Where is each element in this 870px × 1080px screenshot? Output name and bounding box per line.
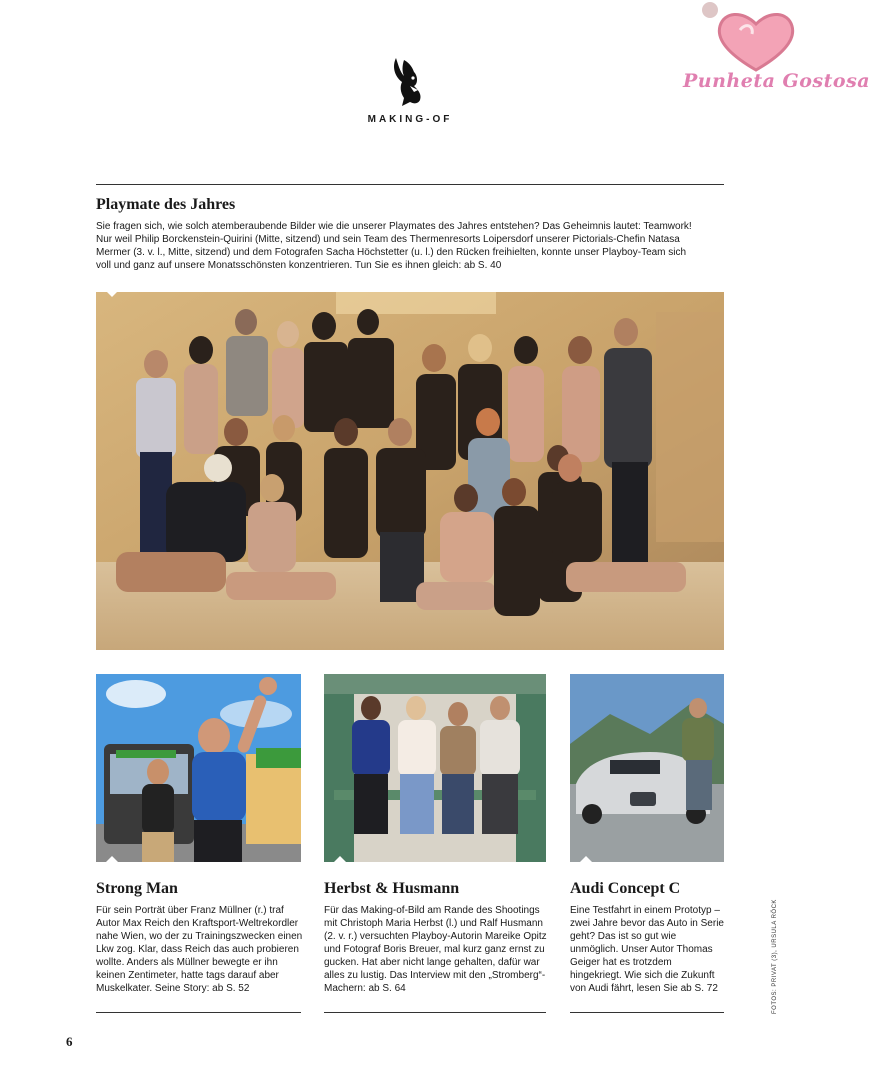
column-rule xyxy=(570,1012,724,1013)
herbst-husmann-title: Herbst & Husmann xyxy=(324,880,460,897)
group-photo xyxy=(96,292,724,650)
photo-notch xyxy=(106,291,118,297)
strongman-photo xyxy=(96,674,301,862)
photo-notch xyxy=(106,856,118,862)
strongman-title: Strong Man xyxy=(96,880,178,897)
photo-notch xyxy=(580,856,592,862)
photo-notch xyxy=(334,856,346,862)
strongman-text: Für sein Porträt über Franz Müllner (r.) traf Autor Max Reich den Kraftsport-Weltrekordler nahe Wien, wo der zu Trainingszwecken einen Lkw zog. Klar, dass Reich das auch probieren wollte. Anders als Müllner bewegte er ihn keinen Zentimeter, hatte tags darauf aber Muskelkater. Seine Story: ab S. 52 xyxy=(96,905,303,994)
audi-text: Eine Testfahrt in einem Prototyp – zwei Jahre bevor das Auto in Serie geht? Das ist so gut wie unmöglich. Unser Autor Thomas Geiger hat es trotzdem hingekriegt. Wie sich die Zukunft von Audi fährt, lesen Sie ab S. 72 xyxy=(570,905,724,994)
column-rule xyxy=(324,1012,546,1013)
photo-credit: FOTOS: PRIVAT (3), URSULA RÖCK xyxy=(772,899,778,1014)
top-rule xyxy=(96,184,724,185)
herbst-husmann-text: Für das Making-of-Bild am Rande des Shootings mit Christoph Maria Herbst (l.) und Ralf Husmann (2. v. r.) versuchten Playboy-Autorin Mareike Opitz und Fotograf Boris Breuer, mal kurz ganz ernst zu gucken. Hat aber nicht lange gehalten, dafür war alles zu lustig. Das Interview mit den „Stromberg“-Machern: ab S. 64 xyxy=(324,905,547,994)
audi-photo xyxy=(570,674,724,862)
column-rule xyxy=(96,1012,301,1013)
feature-text: Sie fragen sich, wie solch atemberaubende Bilder wie die unserer Playmates des Jahres entstehen? Das Geheimnis lautet: Teamwork! Nur weil Philip Borckenstein-Quirini (Mitte, sitzend) und sein Team des Thermenresorts Loipersdorf unserer Pictorials-Chefin Natasa Mermer (3. v. l., Mitte, sitzend) und dem Fotografen Sacha Höchstetter (u. l.) den Rücken freihielten, konnte unser Playboy-Team sich voll und ganz auf unsere Monatsschönsten konzentrieren. Tun Sie es ihnen gleich: ab S. 40 xyxy=(96,221,692,271)
herbst-husmann-photo xyxy=(324,674,546,862)
watermark-text: Punheta Gostosa xyxy=(683,70,870,92)
audi-title: Audi Concept C xyxy=(570,880,681,897)
feature-title: Playmate des Jahres xyxy=(96,196,236,213)
page-number: 6 xyxy=(66,1034,73,1049)
section-label: MAKING-OF xyxy=(367,114,453,125)
bunny-head-icon xyxy=(388,56,432,108)
